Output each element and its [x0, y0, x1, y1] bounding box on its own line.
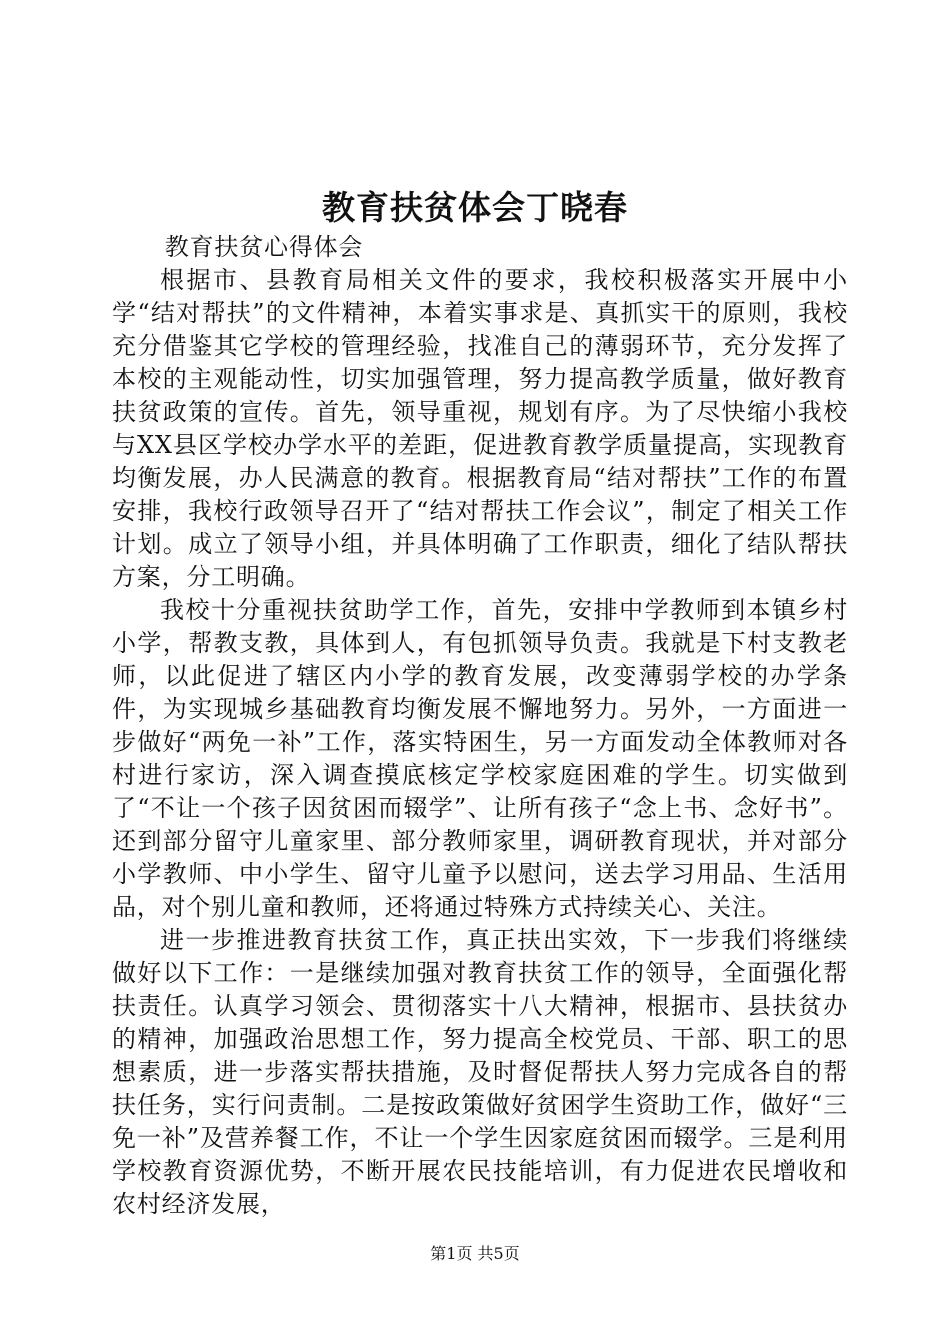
body-paragraph-1: 根据市、县教育局相关文件的要求，我校积极落实开展中小学“结对帮扶”的文件精神，本着实事求是、真抓实干的原则，我校充分借鉴其它学校的管理经验，找准自己的薄弱环节，充分发挥了本校的主观能动性，切实加强管理，努力提高教学质量，做好教育扶贫政策的宣传。首先，领导重视，规划有序。为了尽快缩小我校与XX县区学校办学水平的差距，促进教育教学质量提高，实现教育均衡发展，办人民满意的教育。根据教育局“结对帮扶”工作的布置安排，我校行政领导召开了“结对帮扶工作会议”，制定了相关工作计划。成立了领导小组，并具体明确了工作职责，细化了结队帮扶方案，分工明确。 [112, 266, 848, 591]
body-paragraph-2: 我校十分重视扶贫助学工作，首先，安排中学教师到本镇乡村小学，帮教支教，具体到人，有包抓领导负责。我就是下村支教老师，以此促进了辖区内小学的教育发展，改变薄弱学校的办学条件，为实现城乡基础教育均衡发展不懈地努力。另外，一方面进一步做好“两免一补”工作，落实特困生，另一方面发动全体教师对各村进行家访，深入调查摸底核定学校家庭困难的学生。切实做到了“不让一个孩子因贫困而辍学”、让所有孩子“念上书、念好书”。还到部分留守儿童家里、部分教师家里，调研教育现状，并对部分小学教师、中小学生、留守儿童予以慰问，送去学习用品、生活用品，对个别儿童和教师，还将通过特殊方式持续关心、关注。 [112, 596, 848, 921]
document-body [112, 231, 848, 1221]
document-title: 教育扶贫体会丁晓春 [322, 188, 628, 227]
document-subtitle: 教育扶贫心得体会 [164, 233, 364, 261]
page-number-footer: 第1页 共5页 [430, 1244, 520, 1263]
body-paragraph-3: 进一步推进教育扶贫工作，真正扶出实效，下一步我们将继续做好以下工作：一是继续加强对教育扶贫工作的领导，全面强化帮扶责任。认真学习领会、贯彻落实十八大精神，根据市、县扶贫办的精神，加强政治思想工作，努力提高全校党员、干部、职工的思想素质，进一步落实帮扶措施，及时督促帮扶人努力完成各自的帮扶任务，实行问责制。二是按政策做好贫困学生资助工作，做好“三免一补”及营养餐工作，不让一个学生因家庭贫困而辍学。三是利用学校教育资源优势，不断开展农民技能培训，有力促进农民增收和农村经济发展， [112, 926, 848, 1218]
